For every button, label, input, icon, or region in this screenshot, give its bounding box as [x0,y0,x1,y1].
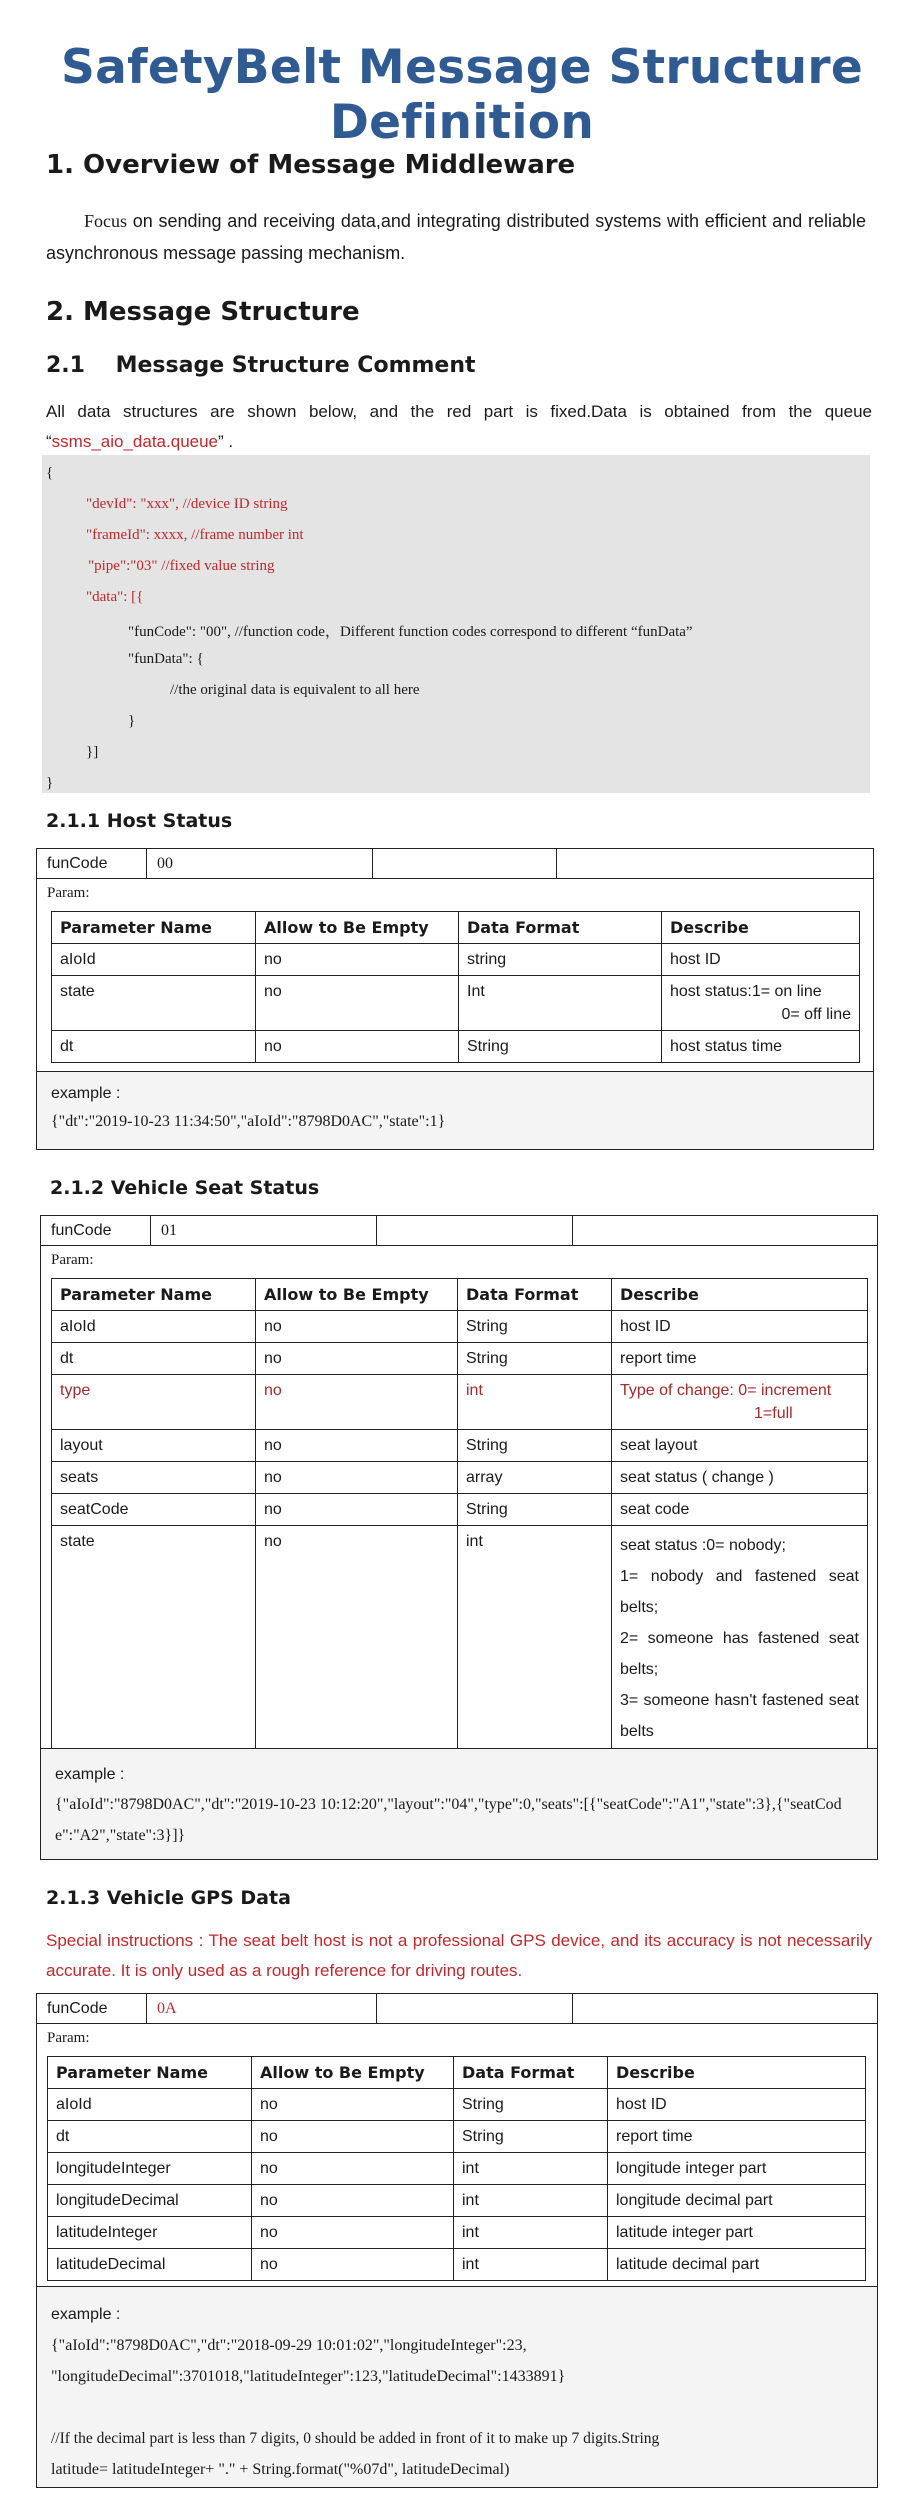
param-desc: host ID [662,944,860,976]
header-allow-empty: Allow to Be Empty [256,912,459,944]
code-line: } [128,713,136,729]
param-empty: no [256,1430,458,1462]
table-header-row [48,2057,866,2089]
param-format: String [458,1343,612,1375]
param-name: seatCode [52,1494,256,1526]
host-status-heading: 2.1.1 Host Status [46,810,233,832]
param-desc: report time [608,2121,866,2153]
param-empty: no [256,1343,458,1375]
param-desc: seat layout [612,1430,868,1462]
param-label: Param: [51,1252,94,1268]
header-parameter-name: Parameter Name [48,2057,252,2089]
header-allow-empty: Allow to Be Empty [252,2057,454,2089]
gps-special-instructions: Special instructions : The seat belt host is not a professional GPS device, and its accuracy is not necessarily accurate. It is only used as a rough reference for driving routes. [46,1931,872,1980]
param-empty: no [256,1462,458,1494]
example-label: example : [51,1085,121,1102]
table-row [48,2153,866,2185]
table-row [48,2249,866,2281]
param-format: String [459,1031,662,1063]
param-name: type [52,1375,256,1430]
param-desc: Type of change: 0= increment [620,1382,832,1399]
param-name: aIoId [48,2089,252,2121]
code-line: }] [86,744,99,760]
param-desc: longitude decimal part [608,2185,866,2217]
param-name: dt [48,2121,252,2153]
gps-data-table [47,2056,866,2281]
param-desc: longitude integer part [608,2153,866,2185]
seat-status-heading: 2.1.2 Vehicle Seat Status [50,1177,320,1199]
param-desc: host ID [608,2089,866,2121]
example-label: example : [55,1766,125,1783]
header-parameter-name: Parameter Name [52,912,256,944]
example-box [41,1748,877,1859]
funcode-empty-cell [377,1216,573,1246]
gps-data-heading: 2.1.3 Vehicle GPS Data [46,1887,291,1909]
param-name: latitudeInteger [48,2217,252,2249]
param-name: aIoId [52,1311,256,1343]
param-format: int [454,2153,608,2185]
queue-name: ssms_aio_data.queue [51,432,219,451]
table-row [52,1311,868,1343]
param-name: longitudeDecimal [48,2185,252,2217]
example-json-line: "longitudeDecimal":3701018,"latitudeInteger":123,"latitudeDecimal":1433891} [51,2368,566,2385]
param-format: Int [459,976,662,1031]
param-label: Param: [47,2030,90,2046]
table-row-highlight [52,1375,868,1430]
code-line: { [46,465,54,481]
param-desc-cell [662,976,860,1031]
example-box [37,2286,877,2487]
code-line: //the original data is equivalent to all here [170,682,420,698]
example-json: {"dt":"2019-10-23 11:34:50","aIoId":"8798D0AC","state":1} [51,1113,446,1130]
header-data-format: Data Format [454,2057,608,2089]
section-2-1-intro [46,397,872,457]
header-data-format: Data Format [459,912,662,944]
param-desc: latitude integer part [608,2217,866,2249]
param-empty: no [252,2185,454,2217]
param-empty: no [252,2217,454,2249]
param-empty: no [252,2121,454,2153]
param-empty: no [252,2249,454,2281]
param-desc: report time [612,1343,868,1375]
funcode-row [37,849,873,879]
param-name: layout [52,1430,256,1462]
funcode-value: 01 [151,1216,377,1246]
param-format: int [454,2185,608,2217]
table-row [48,2217,866,2249]
example-json-line: {"aIoId":"8798D0AC","dt":"2018-09-29 10:01:02","longitudeInteger":23, [51,2337,527,2354]
param-format: String [458,1430,612,1462]
section-1-first-word: Focus [84,211,128,231]
code-line: "frameId": xxxx, //frame number int [86,527,304,543]
table-row [52,1462,868,1494]
funcode-row [37,1994,877,2024]
gps-data-block [36,1993,878,2488]
example-box [37,1071,873,1149]
header-parameter-name: Parameter Name [52,1279,256,1311]
param-format: int [454,2249,608,2281]
funcode-empty-cell [373,849,557,879]
param-format: String [454,2121,608,2153]
table-row [52,1031,860,1063]
funcode-value: 00 [147,849,373,879]
table-row [48,2185,866,2217]
table-row [52,976,860,1031]
param-name: state [52,1526,256,1752]
code-line: } [46,775,54,791]
section-1-paragraph [46,205,866,269]
funcode-label: funCode [37,1994,147,2024]
param-desc: seat code [612,1494,868,1526]
header-describe: Describe [612,1279,868,1311]
param-empty: no [256,1375,458,1430]
table-row [52,944,860,976]
param-desc: host status time [662,1031,860,1063]
host-status-table [51,911,860,1063]
table-row [48,2121,866,2153]
param-desc-cont: 3= someone hasn't fastened seat belts [620,1692,859,1740]
example-json: {"aIoId":"8798D0AC","dt":"2019-10-23 10:12:20","layout":"04","type":0,"seats":[{"seatCode":"A1","state":3},{"seatCode":"A2","state":3}]} [55,1796,842,1844]
header-allow-empty: Allow to Be Empty [256,1279,458,1311]
header-data-format: Data Format [458,1279,612,1311]
param-format: string [459,944,662,976]
param-format: int [458,1375,612,1430]
seat-status-block [40,1215,878,1860]
param-desc-cell [612,1526,868,1752]
param-empty: no [256,944,459,976]
param-name: longitudeInteger [48,2153,252,2185]
funcode-empty-cell [377,1994,573,2024]
seat-status-table [51,1278,868,1752]
document-title: SafetyBelt Message Structure Definition [60,40,864,150]
param-empty: no [256,1526,458,1752]
param-label: Param: [47,885,90,901]
header-describe: Describe [662,912,860,944]
param-desc-cell [612,1375,868,1430]
param-name: latitudeDecimal [48,2249,252,2281]
param-format: array [458,1462,612,1494]
param-desc-cont: 0= off line [781,1006,851,1023]
code-line: "data": [{ [86,589,144,605]
param-desc: seat status ( change ) [612,1462,868,1494]
param-desc-cont: 1= nobody and fastened seat belts; [620,1568,859,1616]
param-desc: host status:1= on line [670,983,822,1000]
param-empty: no [252,2089,454,2121]
funcode-row [41,1216,877,1246]
param-desc: latitude decimal part [608,2249,866,2281]
example-comment-line: //If the decimal part is less than 7 digits, 0 should be added in front of it to make up 7 digits.String [51,2430,660,2447]
table-row [52,1526,868,1752]
table-header-row [52,1279,868,1311]
table-header-row [52,912,860,944]
param-desc-cont: 1=full [754,1405,793,1422]
section-2-1-heading: 2.1 Message Structure Comment [46,353,476,378]
table-row [52,1343,868,1375]
intro-text: All data structures are shown below, and the red part is fixed.Data is obtained from the queue [46,402,872,421]
example-label: example : [51,2306,121,2323]
table-row [52,1430,868,1462]
section-2-heading: 2. Message Structure [46,297,360,327]
param-format: String [458,1494,612,1526]
example-comment-line: latitude= latitudeInteger+ "." + String.format("%07d", latitudeDecimal) [51,2461,510,2478]
param-desc-cont: 2= someone has fastened seat belts; [620,1630,859,1678]
table-row [52,1494,868,1526]
param-name: dt [52,1031,256,1063]
param-name: dt [52,1343,256,1375]
funcode-label: funCode [37,849,147,879]
param-name: state [52,976,256,1031]
param-empty: no [256,976,459,1031]
code-sample [42,455,870,793]
param-format: String [458,1311,612,1343]
funcode-value: 0A [147,1994,377,2024]
section-1-heading: 1. Overview of Message Middleware [46,150,576,180]
host-status-block [36,848,874,1150]
section-1-body: on sending and receiving data,and integrating distributed systems with efficient and reliable asynchronous message passing mechanism. [46,211,866,263]
header-describe: Describe [608,2057,866,2089]
quote-open: “ [46,432,52,451]
param-empty: no [256,1494,458,1526]
param-format: String [454,2089,608,2121]
param-format: int [454,2217,608,2249]
code-line: "pipe":"03" //fixed value string [88,558,275,574]
code-line: "funCode": "00", //function code，Different function codes correspond to different “funData” [128,624,693,640]
param-empty: no [256,1311,458,1343]
param-format: int [458,1526,612,1752]
quote-close: ” . [218,432,234,451]
funcode-label: funCode [41,1216,151,1246]
table-row [48,2089,866,2121]
param-empty: no [256,1031,459,1063]
code-line: "funData": { [128,651,204,667]
param-desc: host ID [612,1311,868,1343]
param-desc: seat status :0= nobody; [620,1537,786,1554]
param-name: aIoId [52,944,256,976]
param-empty: no [252,2153,454,2185]
param-name: seats [52,1462,256,1494]
code-line: "devId": "xxx", //device ID string [86,496,288,512]
